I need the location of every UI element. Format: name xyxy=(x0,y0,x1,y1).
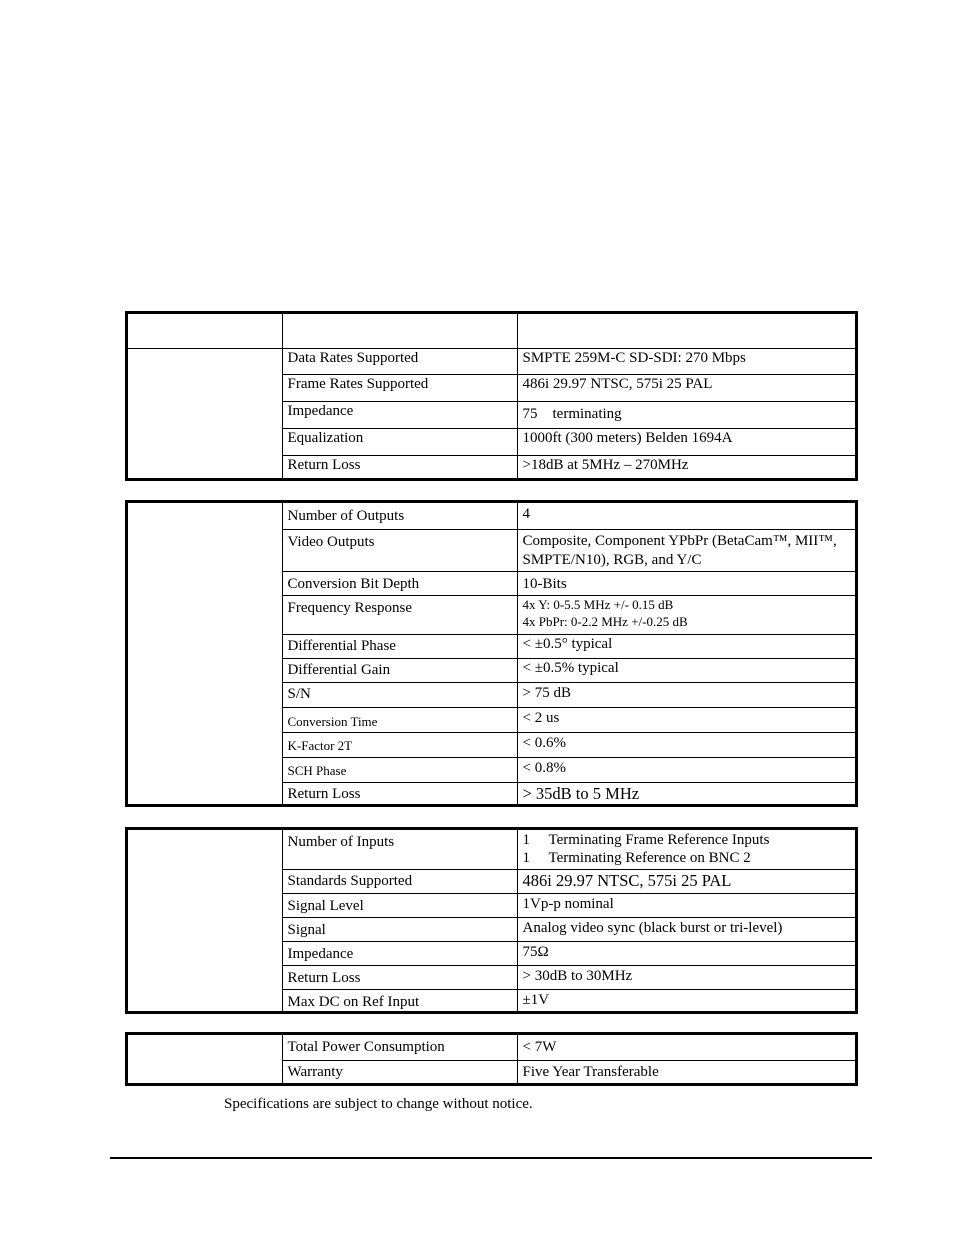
spec-value: < 7W xyxy=(517,1035,855,1060)
spec-value: ±1V xyxy=(517,989,855,1013)
spec-value xyxy=(517,595,855,634)
table-header-row xyxy=(128,314,855,348)
spec-name: Number of Outputs xyxy=(282,503,517,529)
category-cell xyxy=(128,503,282,807)
table-row xyxy=(128,348,855,374)
spec-name: Impedance xyxy=(282,941,517,965)
spec-name: Frequency Response xyxy=(282,595,517,634)
spec-value: > 30dB to 30MHz xyxy=(517,965,855,989)
spec-value: < 0.6% xyxy=(517,732,855,757)
spec-name: Video Outputs xyxy=(282,529,517,571)
spec-value: 1000ft (300 meters) Belden 1694A xyxy=(517,428,855,455)
spec-name: Return Loss xyxy=(282,455,517,481)
spec-value: < 2 us xyxy=(517,707,855,732)
spec-name: Differential Gain xyxy=(282,658,517,682)
table-row xyxy=(128,1035,855,1060)
spec-name: Max DC on Ref Input xyxy=(282,989,517,1013)
header-cell xyxy=(517,314,855,348)
spec-value: SMPTE 259M-C SD-SDI: 270 Mbps xyxy=(517,348,855,374)
spec-value: Composite, Component YPbPr (BetaCam™, MII™, SMPTE/N10), RGB, and Y/C xyxy=(517,529,855,571)
spec-name: Number of Inputs xyxy=(282,830,517,869)
value-line: 4x PbPr: 0-2.2 MHz +/-0.25 dB xyxy=(522,613,688,629)
general-spec-table xyxy=(125,1032,858,1086)
spec-name: Differential Phase xyxy=(282,634,517,658)
spec-name: Signal xyxy=(282,917,517,941)
footnote: Specifications are subject to change without notice. xyxy=(224,1096,533,1112)
category-cell xyxy=(128,1035,282,1083)
spec-value: > 75 dB xyxy=(517,682,855,707)
footer-rule xyxy=(110,1157,872,1159)
spec-name: Impedance xyxy=(282,401,517,428)
spec-value: 486i 29.97 NTSC, 575i 25 PAL xyxy=(517,374,855,401)
input-spec-table xyxy=(125,311,858,481)
output-spec-table xyxy=(125,500,858,807)
spec-value: < 0.8% xyxy=(517,757,855,782)
category-cell xyxy=(128,830,282,1013)
spec-value: 75Ω xyxy=(517,941,855,965)
header-cell xyxy=(282,314,517,348)
table-row xyxy=(128,830,855,869)
spec-value: 10-Bits xyxy=(517,571,855,595)
value-line: 4x Y: 0-5.5 MHz +/- 0.15 dB xyxy=(522,596,674,612)
spec-value: >18dB at 5MHz – 270MHz xyxy=(517,455,855,481)
spec-value xyxy=(517,830,855,869)
spec-name: K-Factor 2T xyxy=(282,732,517,757)
reference-spec-table xyxy=(125,827,858,1014)
spec-value: Five Year Transferable xyxy=(517,1060,855,1083)
category-cell xyxy=(128,348,282,481)
spec-value: Analog video sync (black burst or tri-level) xyxy=(517,917,855,941)
header-cell xyxy=(128,314,282,348)
value-line: 1 Terminating Frame Reference Inputs xyxy=(522,832,770,848)
spec-name: SCH Phase xyxy=(282,757,517,782)
spec-value: < ±0.5% typical xyxy=(517,658,855,682)
value-line: 1 Terminating Reference on BNC 2 xyxy=(522,850,751,866)
spec-name: Conversion Bit Depth xyxy=(282,571,517,595)
spec-name: Data Rates Supported xyxy=(282,348,517,374)
table-row xyxy=(128,503,855,529)
spec-name: Frame Rates Supported xyxy=(282,374,517,401)
spec-name: Return Loss xyxy=(282,965,517,989)
spec-name: Return Loss xyxy=(282,782,517,807)
spec-name: Warranty xyxy=(282,1060,517,1083)
spec-name: Equalization xyxy=(282,428,517,455)
spec-name: Conversion Time xyxy=(282,707,517,732)
spec-name: Signal Level xyxy=(282,893,517,917)
spec-value: 1Vp-p nominal xyxy=(517,893,855,917)
spec-value: 486i 29.97 NTSC, 575i 25 PAL xyxy=(517,869,855,893)
spec-value: > 35dB to 5 MHz xyxy=(517,782,855,807)
spec-value: < ±0.5° typical xyxy=(517,634,855,658)
spec-value: 75 terminating xyxy=(517,401,855,428)
spec-value: 4 xyxy=(517,503,855,529)
spec-name: Total Power Consumption xyxy=(282,1035,517,1060)
spec-name: Standards Supported xyxy=(282,869,517,893)
spec-name: S/N xyxy=(282,682,517,707)
